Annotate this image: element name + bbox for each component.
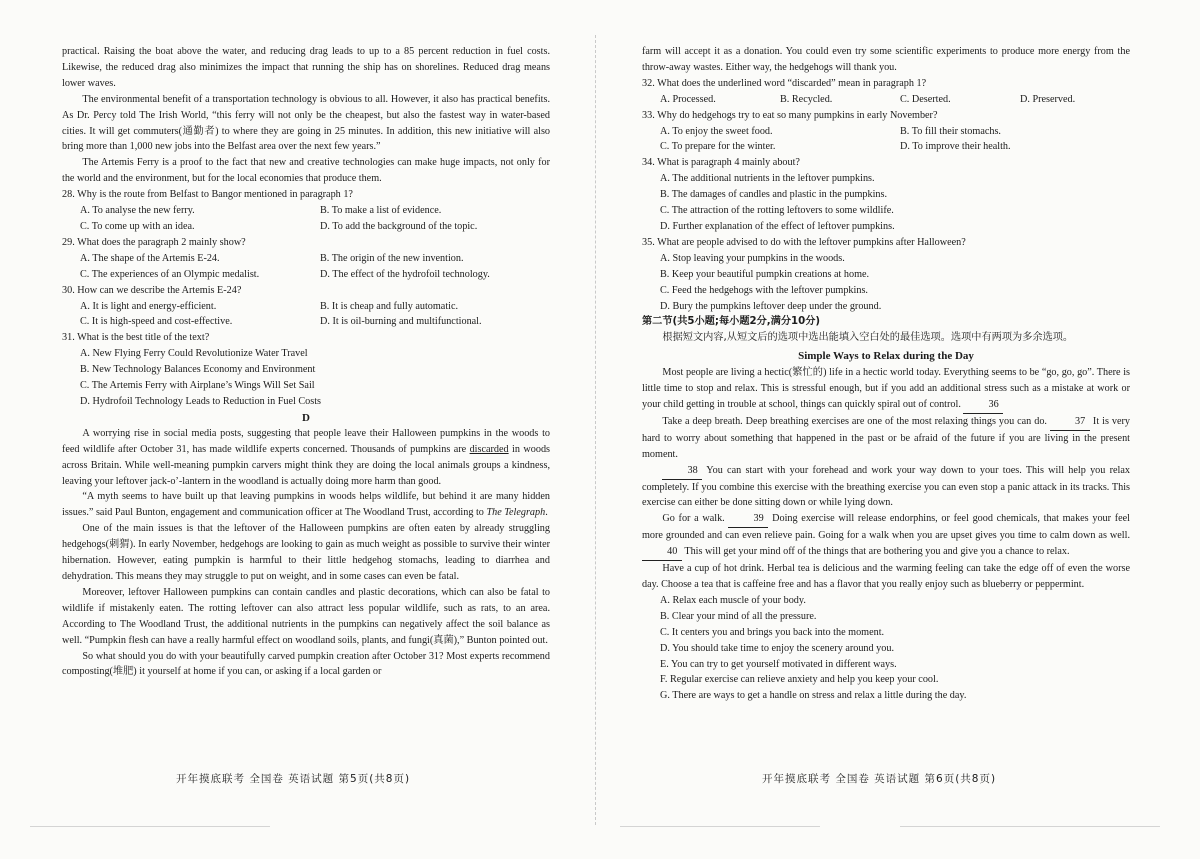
question-31: 31. What is the best title of the text? [62, 332, 210, 344]
option: D. To improve their health. [900, 141, 1011, 153]
option: C. Deserted. [900, 93, 951, 105]
question-32-options [660, 92, 1130, 108]
section-2-instructions: 根据短文内容,从短文后的选项中选出能填入空白处的最佳选项。选项中有两项为多余选项。 [662, 332, 1074, 344]
option: E. You can try to get yourself motivated in different ways. [660, 658, 897, 670]
option: B. The origin of the new invention. [320, 252, 464, 264]
option: A. New Flying Ferry Could Revolutionize Water Travel [80, 348, 308, 360]
option: B. To fill their stomachs. [900, 125, 1001, 137]
underlined-word: discarded [469, 443, 509, 455]
option: B. Keep your beautiful pumpkin creations at home. [660, 268, 870, 280]
option: C. To come up with an idea. [80, 220, 195, 232]
option: C. The experiences of an Olympic medalist. [80, 268, 260, 280]
option: D. To add the background of the topic. [320, 220, 478, 232]
passage-title: Simple Ways to Relax during the Day [798, 350, 974, 363]
paragraph: One of the main issues is that the leftover of the Halloween pumpkins are often eaten by already struggling hedgehogs(刺猬). In early November, hedgehogs are looking to gain as much weight as possible to survive their winter hibernation. However, eating pumpkin is harmful to their little hedgehog stomachs, leading to diarrhea and dehydration. This means they may struggle to put on weight, and in some cases can even be fatal. [62, 523, 550, 582]
question-34-options [660, 171, 1130, 235]
option: D. The effect of the hydrofoil technology. [320, 268, 490, 280]
option: B. To make a list of evidence. [320, 205, 442, 217]
option: B. Recycled. [780, 93, 833, 105]
blank-40: 40 [642, 544, 682, 561]
paragraph: 38 You can start with your forehead and work your way down to your toes. This will help you relax completely. If you combine this exercise with the breathing exercise you can even stop a panic attack in its tracks. This exercise can either be done sitting down or while lying down. [642, 464, 1130, 509]
right-page [642, 44, 1130, 704]
option: C. Feed the hedgehogs with the leftover pumpkins. [660, 284, 868, 296]
question-28-options [80, 203, 550, 235]
section-2-heading: 第二节(共5小题;每小题2分,满分10分) [642, 316, 821, 328]
question-34: 34. What is paragraph 4 mainly about? [642, 157, 800, 169]
paragraph: “A myth seems to have built up that leaving pumpkins in woods helps wildlife, but behind it are many hidden issues.” said Paul Bunton, engagement and communication officer at The Woodland Trust, according to The Telegraph. [62, 491, 550, 519]
page-divider [595, 35, 596, 825]
scan-line [900, 826, 1160, 827]
option: D. It is oil-burning and multifunctional. [320, 316, 482, 328]
option: A. To enjoy the sweet food. [660, 125, 773, 137]
option: A. It is light and energy-efficient. [80, 300, 217, 312]
option: B. The damages of candles and plastic in the pumpkins. [660, 189, 887, 201]
option: D. You should take time to enjoy the scenery around you. [660, 642, 894, 654]
option: D. Hydrofoil Technology Leads to Reduction in Fuel Costs [80, 395, 322, 407]
blank-36: 36 [963, 397, 1003, 414]
paragraph: A worrying rise in social media posts, suggesting that people leave their Halloween pumpkins in the woods to feed wildlife after October 31, has made wildlife experts concerned. Thousands of pumpkins are discarded in woods across Britain. While well-meaning pumpkin carvers might think they are doing the local animals groups a kindness, leaving your leftover jack-o’-lantern in the woodland is actually doing more harm than good. [62, 427, 550, 487]
question-30: 30. How can we describe the Artemis E-24? [62, 284, 242, 296]
left-page [62, 44, 550, 680]
option: B. It is cheap and fully automatic. [320, 300, 459, 312]
option: A. Relax each muscle of your body. [660, 594, 806, 606]
option: B. New Technology Balances Economy and Environment [80, 364, 316, 376]
section-d-heading: D [302, 411, 310, 424]
option: A. To analyse the new ferry. [80, 205, 195, 217]
option: C. The attraction of the rotting leftovers to some wildlife. [660, 205, 894, 217]
question-35-options [660, 251, 1130, 315]
question-29: 29. What does the paragraph 2 mainly show? [62, 236, 246, 248]
option: C. It is high-speed and cost-effective. [80, 316, 233, 328]
question-35: 35. What are people advised to do with the leftover pumpkins after Halloween? [642, 236, 966, 248]
option: D. Bury the pumpkins leftover deep under the ground. [660, 300, 882, 312]
option: C. The Artemis Ferry with Airplane’s Wings Will Set Sail [80, 380, 315, 392]
question-33: 33. Why do hedgehogs try to eat so many pumpkins in early November? [642, 109, 938, 121]
option: C. To prepare for the winter. [660, 141, 776, 153]
option: C. It centers you and brings you back into the moment. [660, 626, 885, 638]
paragraph: Most people are living a hectic(繁忙的) life in a hectic world today. Everything seems to be “go, go, go”. There is little time to stop and relax. This is stressful enough, but if you add an additional stress such as a mistake at work or your child getting in trouble at school, things can quickly spiral out of control. 36 [642, 365, 1130, 414]
question-33-options [660, 124, 1130, 156]
paragraph: Have a cup of hot drink. Herbal tea is delicious and the warming feeling can take the edge off of even the worse day. Choose a tea that is caffeine free and has a flavor that you really enjoy such as blueberry or peppermint. [642, 563, 1130, 590]
blank-39: 39 [728, 511, 768, 528]
paragraph: Go for a walk. 39 Doing exercise will release endorphins, or feel good chemicals, that makes your feel more grounded and can even relieve pain. Going for a walk when you are upset gives you time to calm down as well. 40 This will get your mind off of the things that are bothering you and give you a chance to relax. [642, 511, 1130, 561]
option: A. The additional nutrients in the leftover pumpkins. [660, 173, 875, 185]
option: A. Processed. [660, 93, 716, 105]
paragraph: practical. Raising the boat above the water, and reducing drag leads to up to a 85 percent reduction in fuel costs. Likewise, the reduced drag also minimizes the impact that running the ship has on shorelines. Reduced drag means lower waves. [62, 46, 550, 89]
scan-line [620, 826, 820, 827]
paragraph: Take a deep breath. Deep breathing exercises are one of the most relaxing things you can do. 37 It is very hard to worry about something that happened in the past or be afraid of the future if you are living in the present moment. [642, 415, 1130, 460]
question-28: 28. Why is the route from Belfast to Bangor mentioned in paragraph 1? [62, 189, 353, 201]
question-29-options [80, 251, 550, 283]
question-32: 32. What does the underlined word “discarded” mean in paragraph 1? [642, 77, 927, 89]
publication-name: The Telegraph [486, 507, 546, 519]
option: A. The shape of the Artemis E-24. [80, 252, 220, 264]
paragraph: farm will accept it as a donation. You could even try some scientific experiments to produce more energy from the throw-away wastes. Either way, the hedgehogs will thank you. [642, 46, 1130, 73]
question-31-options [80, 346, 550, 410]
page-footer-left: 开年摸底联考 全国卷 英语试题 第5页(共8页) [176, 773, 411, 785]
paragraph: The environmental benefit of a transportation technology is obvious to all. However, it also has practical benefits. As Dr. Percy told The Irish World, “this ferry will not only be the cheapest, but also the fastest way in water-based cities. It will get commuters(通勤者) to where they are going in 25 minutes. In addition, this new initiative will also bring more than 1,000 new jobs into the Belfast area over the next few years.” [62, 93, 550, 153]
paragraph: The Artemis Ferry is a proof to the fact that new and creative technologies can make huge impacts, not only for the world and the environment, but for the local economies that produce them. [62, 157, 550, 185]
question-30-options [80, 299, 550, 331]
blank-38: 38 [662, 463, 702, 480]
paragraph: Moreover, leftover Halloween pumpkins can contain candles and plastic decorations, which can also be fatal to wildlife if mistakenly eaten. The rotting leftover can also attract less popular wildlife, such as rats, to an area. According to The Woodland Trust, the additional nutrients in the pumpkins can negatively affect the soil balance as well. “Pumpkin flesh can have a really harmful effect on woodland soils, plants, and fungi(真菌),” Bunton pointed out. [62, 586, 550, 646]
scan-line [30, 826, 270, 827]
paragraph: So what should you do with your beautifully carved pumpkin creation after October 31? Most experts recommend composting(堆肥) it yourself at home if you can, or asking if a local garden or [62, 650, 550, 678]
option: D. Further explanation of the effect of leftover pumpkins. [660, 220, 895, 232]
blank-37: 37 [1050, 414, 1090, 431]
answer-options [660, 593, 1130, 704]
option: B. Clear your mind of all the pressure. [660, 610, 817, 622]
option: F. Regular exercise can relieve anxiety and help you keep your cool. [660, 674, 939, 686]
option: A. Stop leaving your pumpkins in the woods. [660, 252, 845, 264]
option: G. There are ways to get a handle on stress and relax a little during the day. [660, 690, 967, 702]
option: D. Preserved. [1020, 93, 1076, 105]
page-footer-right: 开年摸底联考 全国卷 英语试题 第6页(共8页) [762, 773, 997, 785]
